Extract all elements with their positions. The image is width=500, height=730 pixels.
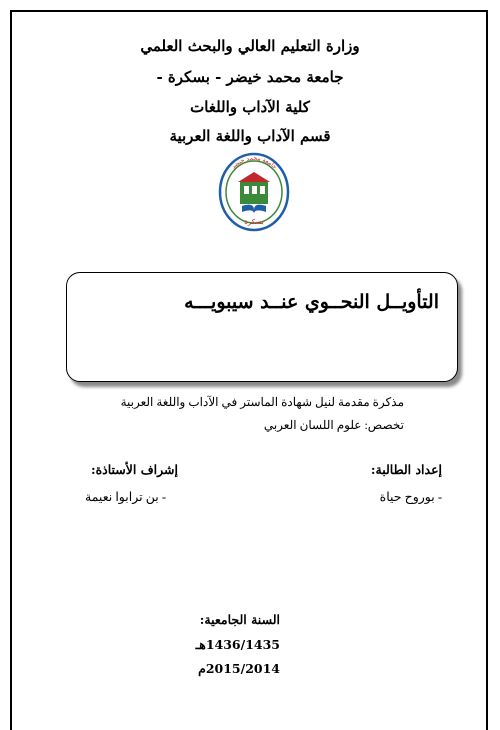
thesis-title-box bbox=[66, 272, 458, 382]
university-crest-icon bbox=[216, 152, 292, 234]
student-name: - بوروح حياة bbox=[379, 490, 442, 504]
crest-bottom-text: بسكرة bbox=[244, 218, 264, 226]
thesis-subtitle: مذكرة مقدمة لنيل شهادة الماستر في الآداب واللغة العربية bbox=[120, 395, 404, 409]
academic-year-gregorian: 2015/2014م bbox=[198, 661, 280, 676]
thesis-title: التأويــل النحــوي عنــد سيبويـــه bbox=[184, 291, 439, 313]
supervisor-label: إشراف الأستاذة: bbox=[90, 462, 178, 477]
academic-year-label: السنة الجامعية: bbox=[199, 612, 280, 627]
specialty: تخصص: علوم اللسان العربي bbox=[263, 418, 404, 432]
ministry-name: وزارة التعليم العالي والبحث العلمي bbox=[140, 37, 360, 55]
supervisor-name: - بن ترابوا نعيمة bbox=[85, 490, 166, 504]
student-label: إعداد الطالبة: bbox=[370, 462, 442, 477]
faculty-name: كلية الآداب واللغات bbox=[190, 98, 310, 116]
crest-ring-text: جامعة محمد خيضر bbox=[229, 154, 279, 171]
department-name: قسم الآداب واللغة العربية bbox=[169, 127, 331, 145]
university-name: جامعة محمد خيضر - بسكرة - bbox=[156, 68, 344, 86]
academic-year-hijri: 1436/1435هـ bbox=[195, 637, 280, 652]
